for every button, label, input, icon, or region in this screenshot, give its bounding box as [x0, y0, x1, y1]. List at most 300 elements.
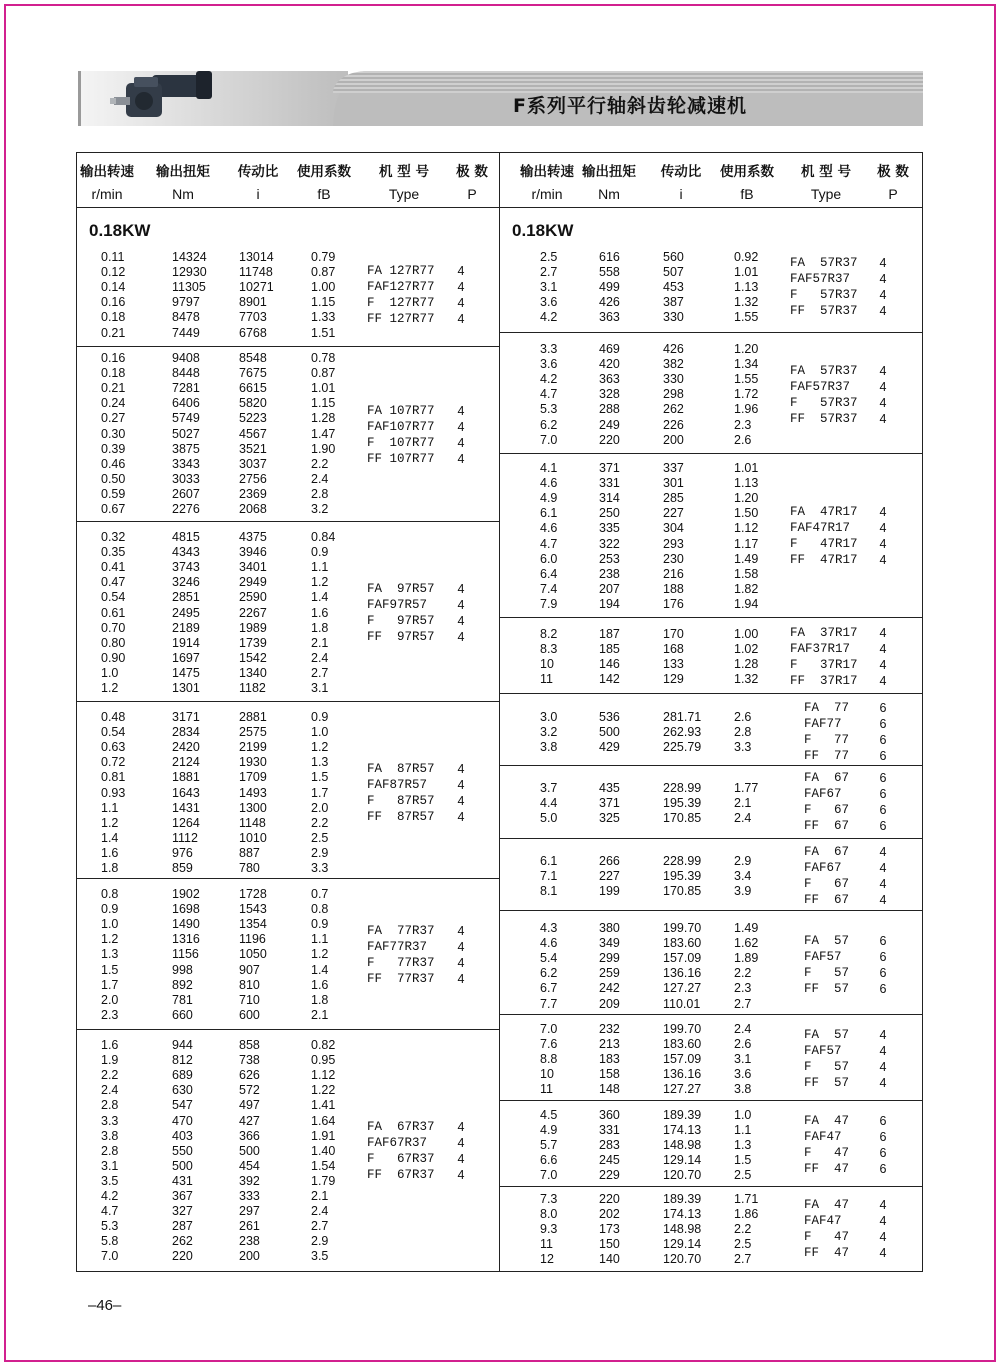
ratio-cell: 337	[663, 461, 684, 475]
speed-cell: 5.7	[540, 1138, 558, 1153]
column-title-zh: 使用系数	[297, 164, 351, 180]
factor-cell: 2.6	[734, 1037, 752, 1052]
speed-cell: 6.1	[540, 854, 558, 868]
torque-cell: 660	[172, 1007, 193, 1022]
model-group	[500, 839, 922, 911]
factor-cell: 1.2	[311, 740, 329, 755]
speed-cell: 7.0	[540, 1022, 558, 1036]
torque-cell: 209	[599, 996, 620, 1011]
factor-cell: 1.2	[311, 575, 329, 590]
torque-cell: 630	[172, 1083, 193, 1098]
factor-cell: 1.01	[311, 381, 336, 396]
ratio-cell: 293	[663, 536, 684, 551]
ratio-cell: 216	[663, 566, 684, 581]
torque-cell: 1112	[172, 830, 198, 845]
model-type: FAF67R37	[367, 1136, 428, 1150]
column-title-zh: 输出转速	[520, 164, 574, 180]
model-group	[500, 1015, 922, 1101]
pole-count: 4	[879, 1060, 887, 1074]
ratio-cell: 1148	[239, 815, 266, 830]
factor-cell: 2.3	[734, 417, 752, 432]
factor-cell: 2.8	[311, 486, 329, 501]
factor-cell: 2.2	[734, 966, 752, 981]
torque-cell: 2420	[172, 740, 200, 755]
factor-cell: 0.87	[311, 366, 336, 381]
torque-cell: 3343	[172, 456, 200, 471]
ratio-cell: 238	[239, 1234, 260, 1249]
torque-cell: 1643	[172, 785, 200, 800]
column-title-en: r/min	[531, 186, 563, 202]
pole-count: 4	[879, 1214, 887, 1228]
column-title-en: r/min	[91, 186, 123, 202]
factor-cell: 0.9	[311, 917, 329, 932]
factor-cell: 0.78	[311, 351, 336, 365]
speed-cell: 2.0	[101, 992, 119, 1007]
ratio-cell: 3946	[239, 545, 267, 560]
model-group	[500, 618, 922, 694]
speed-cell: 0.47	[101, 575, 126, 590]
ratio-cell: 600	[239, 1007, 260, 1022]
torque-cell: 253	[599, 551, 620, 566]
speed-cell: 0.39	[101, 441, 126, 456]
column-header	[582, 153, 636, 202]
speed-cell: 4.6	[540, 936, 558, 951]
speed-cell: 3.6	[540, 295, 558, 310]
speed-cell: 4.2	[540, 372, 558, 387]
ratio-cell: 1989	[239, 620, 267, 635]
torque-cell: 558	[599, 265, 620, 280]
torque-cell: 5749	[172, 411, 200, 426]
torque-cell: 4815	[172, 530, 200, 544]
model-type: FA 47	[804, 1114, 850, 1128]
pole-count: 4	[879, 1246, 887, 1260]
model-type: FA 67	[804, 845, 850, 859]
ratio-cell: 174.13	[663, 1207, 702, 1222]
ratio-cell: 188	[663, 581, 684, 596]
speed-cell: 4.7	[101, 1204, 119, 1219]
torque-cell: 2276	[172, 502, 200, 516]
page-title: F系列平行轴斜齿轮减速机	[513, 95, 747, 117]
model-group	[500, 333, 922, 454]
ratio-cell: 507	[663, 265, 684, 280]
speed-cell: 4.2	[540, 310, 558, 325]
speed-cell: 1.3	[101, 947, 119, 962]
speed-cell: 2.5	[540, 250, 558, 264]
torque-cell: 5027	[172, 426, 200, 441]
ratio-cell: 1300	[239, 800, 267, 815]
pole-count: 4	[879, 893, 887, 907]
model-type: FAF37R17	[790, 642, 851, 656]
factor-cell: 1.40	[311, 1143, 336, 1158]
torque-cell: 6406	[172, 396, 200, 411]
ratio-cell: 199.70	[663, 921, 702, 935]
pole-count: 6	[879, 803, 887, 817]
pole-count: 6	[879, 787, 887, 801]
factor-cell: 1.0	[734, 1108, 752, 1122]
torque-cell: 1914	[172, 635, 200, 650]
speed-cell: 2.3	[101, 1007, 119, 1022]
speed-cell: 3.3	[540, 342, 558, 356]
ratio-cell: 2199	[239, 740, 267, 755]
factor-cell: 0.7	[311, 887, 329, 901]
speed-cell: 0.24	[101, 396, 126, 411]
gear-reducer-icon	[108, 71, 218, 126]
speed-cell: 1.0	[101, 917, 119, 932]
factor-cell: 2.1	[734, 796, 752, 811]
factor-cell: 1.00	[311, 280, 336, 295]
ratio-cell: 500	[239, 1143, 260, 1158]
model-type: F 57R37	[790, 288, 858, 302]
ratio-cell: 170	[663, 627, 684, 641]
torque-cell: 288	[599, 402, 620, 417]
factor-cell: 2.0	[311, 800, 329, 815]
column-title-zh: 极 数	[877, 164, 909, 180]
model-type: FA 57R37	[790, 256, 858, 270]
model-type: FAF47	[804, 1130, 842, 1144]
pole-count: 4	[879, 642, 887, 656]
column-title-zh: 输出转速	[80, 164, 134, 180]
factor-cell: 2.4	[311, 1204, 329, 1219]
ratio-cell: 7703	[239, 310, 267, 325]
pole-count: 4	[879, 272, 887, 286]
factor-cell: 3.3	[311, 861, 329, 875]
torque-cell: 689	[172, 1068, 193, 1083]
factor-cell: 0.95	[311, 1053, 336, 1068]
factor-cell: 1.15	[311, 295, 336, 310]
model-group	[77, 702, 499, 879]
factor-cell: 1.51	[311, 325, 336, 340]
pole-count: 4	[879, 658, 887, 672]
factor-cell: 1.62	[734, 936, 759, 951]
factor-cell: 1.02	[734, 642, 759, 657]
model-group	[77, 522, 499, 702]
model-type: FA 57	[804, 1028, 850, 1042]
model-type: FF 47	[804, 1246, 850, 1260]
torque-cell: 9797	[172, 295, 200, 310]
pole-count: 4	[457, 614, 465, 628]
torque-cell: 335	[599, 521, 620, 536]
model-type: FA 57R37	[790, 364, 858, 378]
column-title-en: Type	[810, 186, 842, 202]
speed-cell: 0.35	[101, 545, 126, 560]
ratio-cell: 228.99	[663, 781, 702, 795]
factor-cell: 1.28	[311, 411, 336, 426]
factor-cell: 1.71	[734, 1192, 759, 1206]
ratio-cell: 297	[239, 1204, 260, 1219]
ratio-cell: 120.70	[663, 1168, 702, 1183]
ratio-cell: 1709	[239, 770, 267, 785]
ratio-cell: 174.13	[663, 1123, 702, 1138]
speed-cell: 3.5	[101, 1173, 119, 1188]
factor-cell: 1.12	[734, 521, 759, 536]
speed-cell: 0.11	[101, 250, 125, 264]
ratio-cell: 176	[663, 596, 684, 611]
speed-cell: 0.21	[101, 325, 126, 340]
ratio-cell: 226	[663, 417, 684, 432]
ratio-cell: 230	[663, 551, 684, 566]
factor-cell: 1.28	[734, 657, 759, 672]
pole-count: 4	[457, 924, 465, 938]
torque-cell: 1698	[172, 902, 200, 917]
factor-cell: 2.1	[311, 1189, 329, 1203]
factor-cell: 2.7	[311, 1219, 329, 1234]
model-group	[500, 454, 922, 618]
torque-cell: 8448	[172, 366, 200, 381]
speed-cell: 1.1	[101, 800, 119, 815]
pole-count: 4	[879, 396, 887, 410]
speed-cell: 0.18	[101, 310, 126, 325]
ratio-cell: 129	[663, 672, 684, 687]
torque-cell: 11305	[172, 280, 206, 295]
torque-cell: 363	[599, 310, 620, 325]
pole-count: 4	[879, 1044, 887, 1058]
factor-cell: 2.4	[734, 811, 752, 826]
column-title-en: P	[888, 186, 898, 202]
pole-count: 4	[879, 521, 887, 535]
factor-cell: 0.87	[311, 265, 336, 280]
ratio-cell: 5223	[239, 411, 267, 426]
speed-cell: 7.1	[540, 869, 558, 884]
pole-count: 4	[457, 582, 465, 596]
speed-cell: 3.6	[540, 357, 558, 372]
factor-cell: 3.9	[734, 884, 752, 899]
factor-cell: 3.8	[734, 1082, 752, 1097]
factor-cell: 1.49	[734, 551, 759, 566]
torque-cell: 1490	[172, 917, 200, 932]
speed-cell: 6.7	[540, 981, 558, 996]
speed-cell: 7.9	[540, 596, 558, 611]
pole-count: 4	[457, 1168, 465, 1182]
speed-cell: 0.48	[101, 710, 126, 724]
factor-cell: 2.4	[311, 650, 329, 665]
ratio-cell: 110.01	[663, 996, 701, 1011]
ratio-cell: 2949	[239, 575, 267, 590]
torque-cell: 435	[599, 781, 620, 795]
factor-cell: 1.79	[311, 1173, 336, 1188]
torque-cell: 232	[599, 1022, 620, 1036]
model-type: FAF47R17	[790, 521, 851, 535]
model-type: F 47	[804, 1230, 850, 1244]
factor-cell: 2.4	[311, 471, 329, 486]
column-title-en: P	[467, 186, 477, 202]
model-type: FAF47	[804, 1214, 842, 1228]
speed-cell: 1.2	[101, 815, 119, 830]
torque-cell: 9408	[172, 351, 200, 365]
speed-cell: 0.80	[101, 635, 126, 650]
speed-cell: 6.6	[540, 1153, 558, 1168]
pole-count: 4	[879, 537, 887, 551]
torque-cell: 1697	[172, 650, 200, 665]
speed-cell: 7.6	[540, 1037, 558, 1052]
torque-cell: 146	[599, 657, 620, 672]
speed-cell: 7.4	[540, 581, 558, 596]
model-type: FF 67	[804, 893, 850, 907]
speed-cell: 1.7	[101, 977, 119, 992]
speed-cell: 11	[540, 1237, 553, 1252]
pole-count: 4	[457, 762, 465, 776]
factor-cell: 1.47	[311, 426, 336, 441]
column-title-zh: 机 型 号	[801, 164, 851, 180]
speed-cell: 4.7	[540, 387, 558, 402]
pole-count: 4	[457, 264, 465, 278]
factor-cell: 1.1	[311, 932, 329, 947]
speed-cell: 8.2	[540, 627, 558, 641]
speed-cell: 10	[540, 1067, 554, 1082]
torque-cell: 470	[172, 1113, 193, 1128]
speed-cell: 3.1	[540, 280, 558, 295]
torque-cell: 892	[172, 977, 193, 992]
model-type: FF 77	[804, 749, 850, 763]
ratio-cell: 2369	[239, 486, 267, 501]
factor-cell: 1.5	[734, 1153, 752, 1168]
factor-cell: 1.6	[311, 605, 329, 620]
factor-cell: 1.3	[311, 755, 329, 770]
pole-count: 4	[457, 794, 465, 808]
factor-cell: 2.9	[734, 854, 752, 868]
pole-count: 6	[879, 819, 887, 833]
speed-cell: 5.3	[101, 1219, 119, 1234]
column-header	[801, 153, 851, 202]
ratio-cell: 1340	[239, 665, 267, 680]
ratio-cell: 262.93	[663, 725, 702, 740]
factor-cell: 1.82	[734, 581, 759, 596]
torque-cell: 4343	[172, 545, 200, 560]
column-title-en: Type	[388, 186, 420, 202]
pole-count: 4	[879, 861, 887, 875]
factor-cell: 2.7	[311, 665, 329, 680]
factor-cell: 2.1	[311, 1007, 329, 1022]
factor-cell: 1.86	[734, 1207, 759, 1222]
torque-cell: 1475	[172, 665, 200, 680]
model-group	[500, 911, 922, 1015]
ratio-cell: 5820	[239, 396, 267, 411]
torque-cell: 262	[172, 1234, 193, 1249]
speed-cell: 0.16	[101, 295, 126, 310]
torque-cell: 499	[599, 280, 620, 295]
pole-count: 4	[879, 380, 887, 394]
speed-cell: 7.3	[540, 1192, 558, 1206]
model-type: FA 67	[804, 771, 850, 785]
speed-cell: 1.9	[101, 1053, 119, 1068]
model-type: F 77R37	[367, 956, 435, 970]
pole-count: 4	[457, 940, 465, 954]
pole-count: 6	[879, 1130, 887, 1144]
power-label: 0.18KW	[512, 221, 574, 240]
torque-cell: 781	[172, 992, 193, 1007]
speed-cell: 7.0	[540, 1168, 558, 1183]
column-header	[297, 153, 351, 202]
pole-count: 4	[879, 1028, 887, 1042]
torque-cell: 325	[599, 811, 620, 826]
torque-cell: 349	[599, 936, 620, 951]
speed-cell: 5.3	[540, 402, 558, 417]
factor-cell: 1.12	[311, 1068, 336, 1083]
ratio-cell: 6615	[239, 381, 267, 396]
speed-cell: 9.3	[540, 1222, 558, 1237]
pole-count: 6	[879, 1162, 887, 1176]
model-type: F 57	[804, 966, 850, 980]
speed-cell: 8.8	[540, 1052, 558, 1067]
ratio-cell: 4567	[239, 426, 267, 441]
column-header	[520, 153, 574, 202]
ratio-cell: 157.09	[663, 1052, 702, 1067]
factor-cell: 2.5	[311, 830, 329, 845]
pole-count: 6	[879, 982, 887, 996]
speed-cell: 1.4	[101, 830, 119, 845]
model-type: FAF57R37	[790, 380, 851, 394]
speed-cell: 0.72	[101, 755, 126, 770]
pole-count: 4	[879, 626, 887, 640]
torque-cell: 371	[599, 461, 620, 475]
torque-cell: 363	[599, 372, 620, 387]
factor-cell: 1.34	[734, 357, 759, 372]
speed-cell: 2.8	[101, 1098, 119, 1113]
ratio-cell: 2756	[239, 471, 267, 486]
ratio-cell: 2575	[239, 725, 267, 740]
factor-cell: 1.32	[734, 672, 759, 687]
speed-cell: 4.2	[101, 1189, 119, 1203]
model-type: F 107R77	[367, 436, 435, 450]
torque-cell: 550	[172, 1143, 193, 1158]
pole-count: 4	[457, 598, 465, 612]
factor-cell: 2.2	[734, 1222, 752, 1237]
column-title-zh: 机 型 号	[379, 164, 429, 180]
factor-cell: 0.84	[311, 530, 336, 544]
speed-cell: 3.8	[101, 1128, 119, 1143]
pole-count: 4	[457, 296, 465, 310]
column-header	[661, 153, 702, 202]
model-type: FAF77	[804, 717, 842, 731]
model-type: FF 107R77	[367, 452, 435, 466]
ratio-cell: 2068	[239, 502, 267, 516]
torque-cell: 202	[599, 1207, 620, 1222]
model-type: FAF127R77	[367, 280, 435, 294]
model-type: F 47R17	[790, 537, 858, 551]
factor-cell: 1.54	[311, 1158, 336, 1173]
ratio-cell: 454	[239, 1158, 260, 1173]
factor-cell: 2.7	[734, 1252, 752, 1267]
column-title-en: fB	[317, 186, 331, 202]
speed-cell: 0.30	[101, 426, 126, 441]
model-type: F 87R57	[367, 794, 435, 808]
torque-cell: 1902	[172, 887, 200, 901]
speed-cell: 0.8	[101, 887, 119, 901]
factor-cell: 1.72	[734, 387, 759, 402]
factor-cell: 2.3	[734, 981, 752, 996]
ratio-cell: 285	[663, 491, 684, 506]
ratio-cell: 281.71	[663, 710, 702, 724]
model-group	[77, 347, 499, 522]
factor-cell: 1.6	[311, 977, 329, 992]
torque-cell: 213	[599, 1037, 620, 1052]
ratio-cell: 1182	[239, 681, 266, 695]
ratio-cell: 1930	[239, 755, 267, 770]
torque-cell: 1156	[172, 947, 199, 962]
model-type: F 47	[804, 1146, 850, 1160]
ratio-cell: 8548	[239, 351, 267, 365]
column-header	[80, 153, 134, 202]
model-type: F 57R37	[790, 396, 858, 410]
torque-cell: 158	[599, 1067, 620, 1082]
speed-cell: 6.2	[540, 966, 558, 981]
pole-count: 4	[879, 1230, 887, 1244]
speed-cell: 0.41	[101, 560, 126, 575]
speed-cell: 0.16	[101, 351, 126, 365]
torque-cell: 259	[599, 966, 620, 981]
factor-cell: 1.32	[734, 295, 759, 310]
model-type: F 57	[804, 1060, 850, 1074]
factor-cell: 1.91	[311, 1128, 336, 1143]
